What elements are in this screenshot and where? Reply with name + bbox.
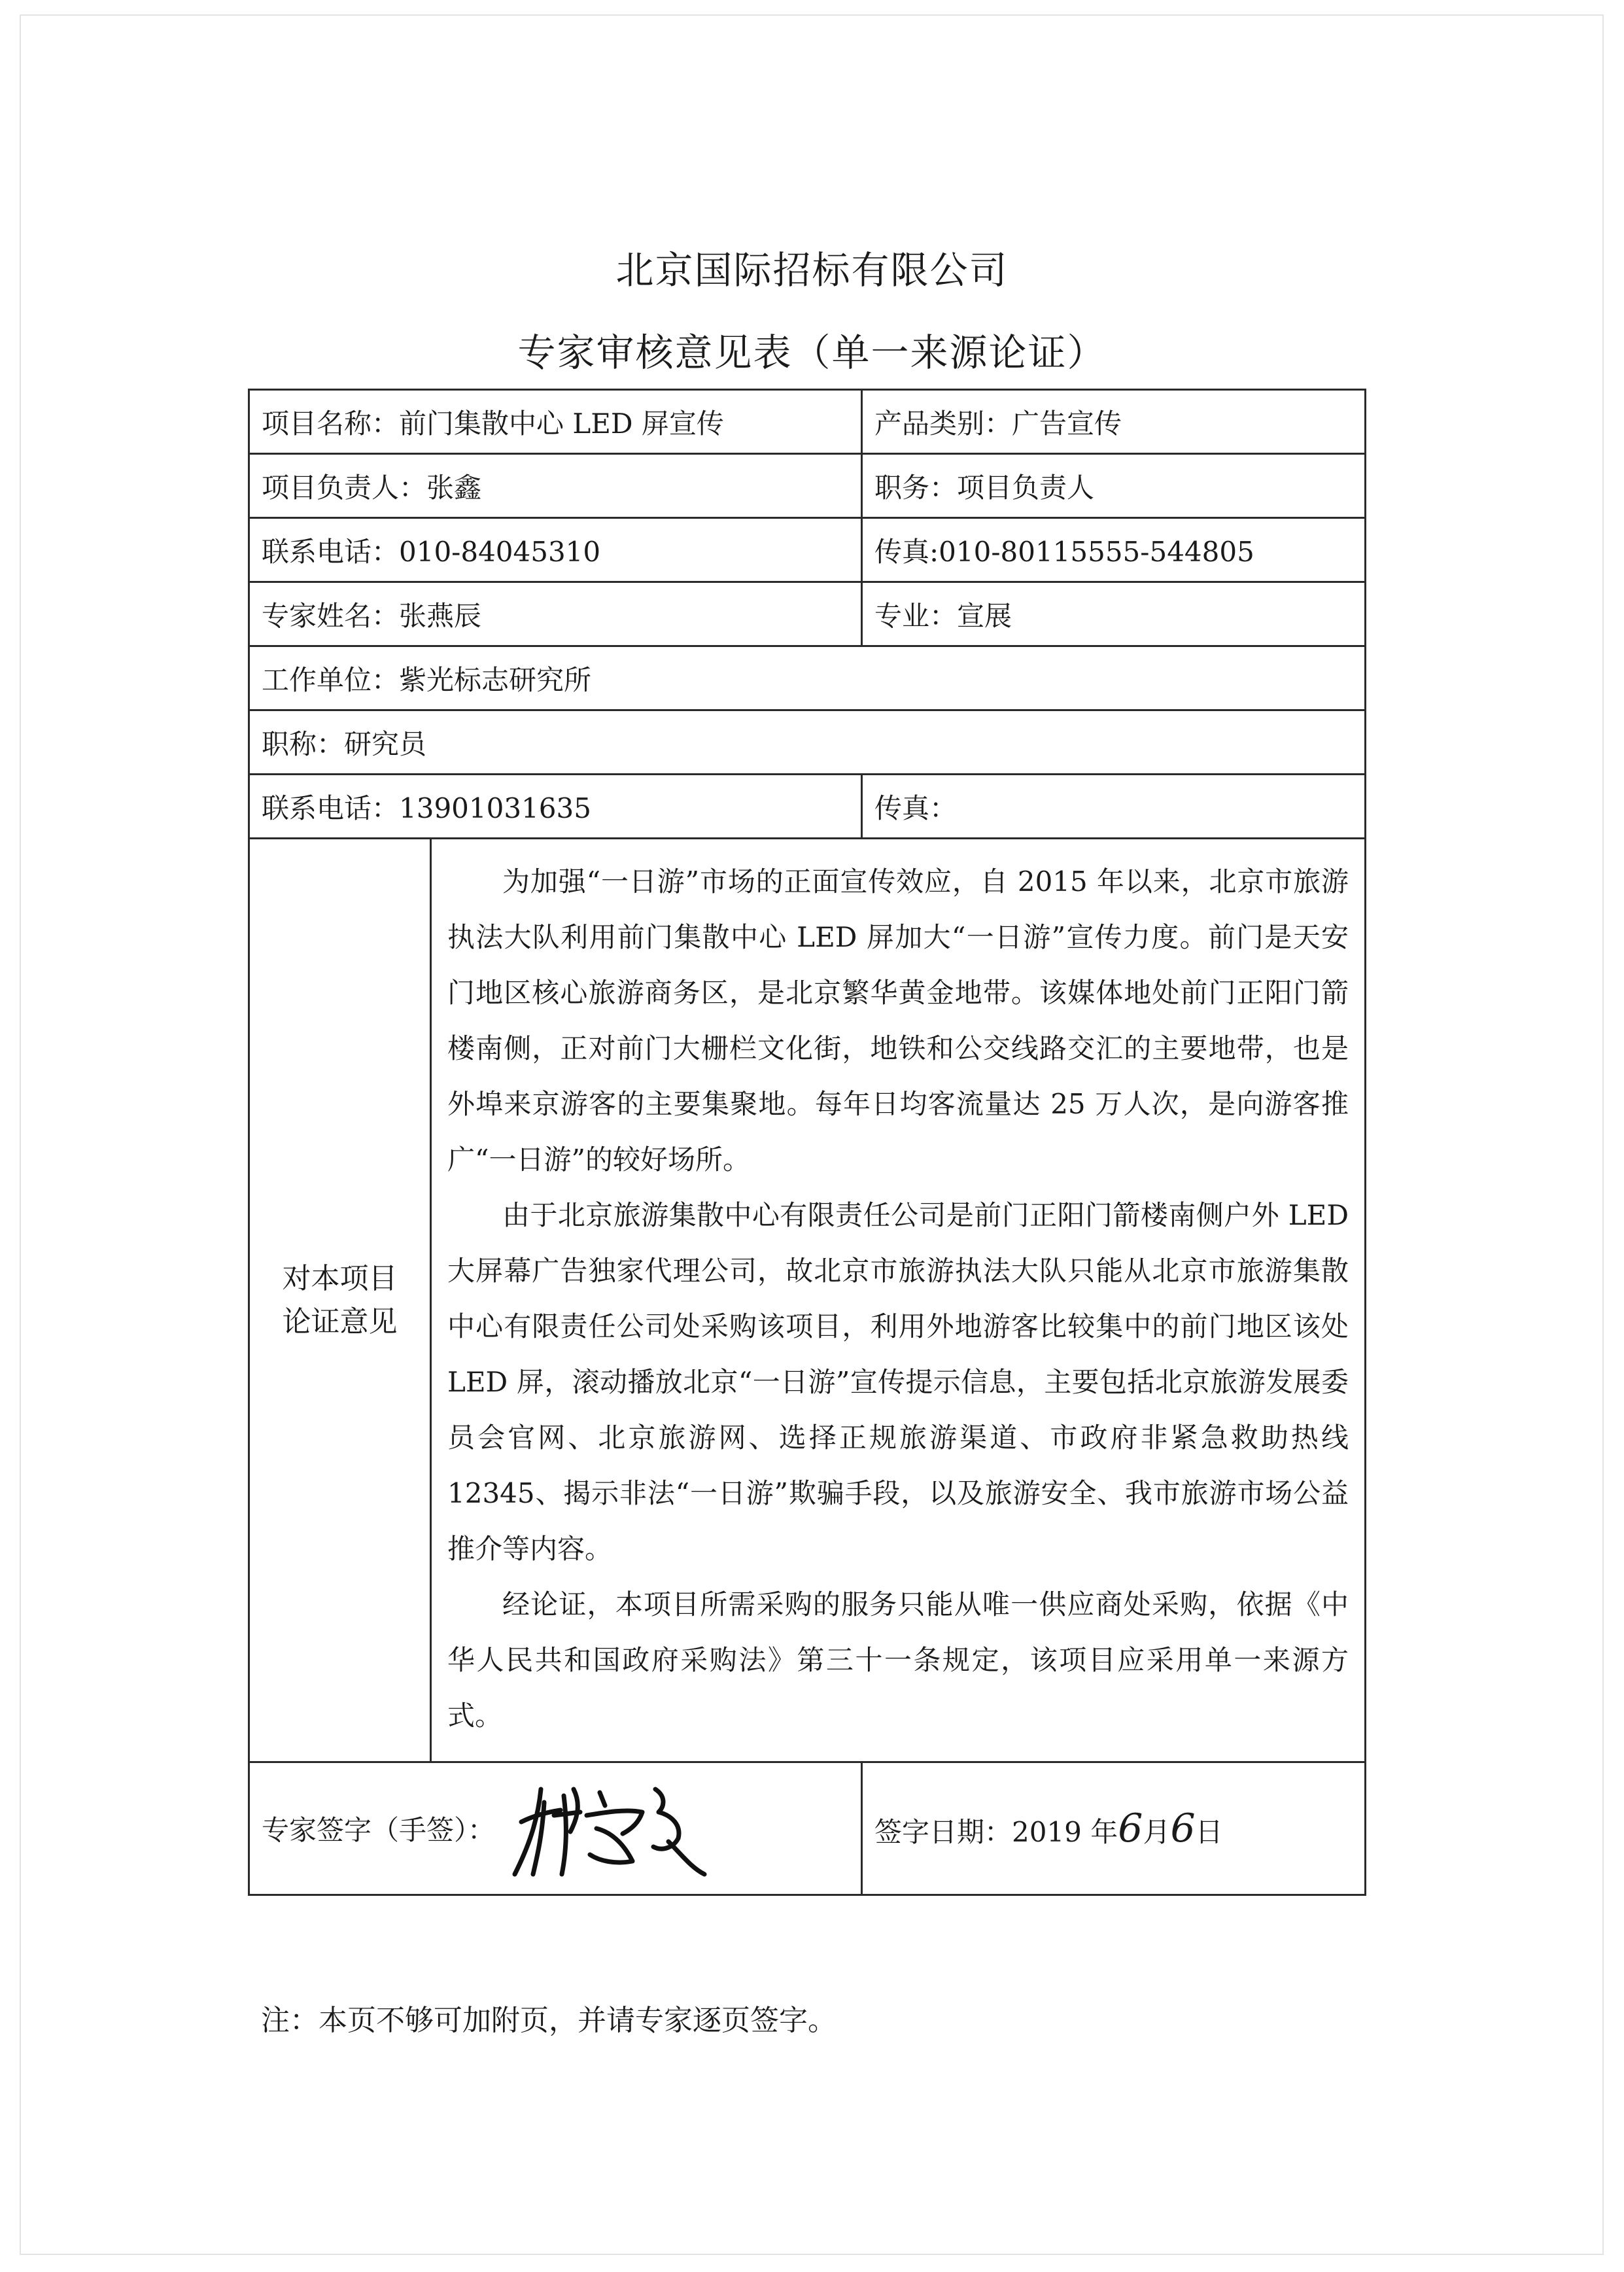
sign-date-day-unit: 日 xyxy=(1195,1816,1223,1848)
phone1-cell: 联系电话：010-84045310 xyxy=(249,518,862,582)
row-leader xyxy=(249,454,1366,518)
project-leader-cell: 项目负责人：张鑫 xyxy=(249,454,862,518)
opinion-paragraph-2: 由于北京旅游集散中心有限责任公司是前门正阳门箭楼南侧户外 LED 大屏幕广告独家代理公司，故北京市旅游执法大队只能从北京市旅游集散中心有限责任公司处采购该项目，利用外地游客比较集中的前门地区该处 LED 屏，滚动播放北京“一日游”宣传提示信息，主要包括北京旅游发展委员会官网、北京旅游网、选择正规旅游渠道、市政府非紧急救助热线 12345、揭示非法“一日游”欺骗手段，以及旅游安全、我市旅游市场公益推介等内容。 xyxy=(447,1199,1349,1565)
opinion-paragraph-1: 为加强“一日游”市场的正面宣传效应，自 2015 年以来，北京市旅游执法大队利用前门集散中心 LED 屏加大“一日游”宣传力度。前门是天安门地区核心旅游商务区，是北京繁华黄金地带。该媒体地处前门正阳门箭楼南侧，正对前门大栅栏文化街，地铁和公交线路交汇的主要地带，也是外埠来京游客的主要集聚地。每年日均客流量达 25 万人次，是向游客推广“一日游”的较好场所。 xyxy=(447,865,1349,1176)
sign-date-cell xyxy=(862,1762,1366,1895)
company-title: 北京国际招标有限公司 xyxy=(615,248,1009,292)
row-expert xyxy=(249,582,1366,646)
phone2-cell: 联系电话：13901031635 xyxy=(249,775,862,839)
signature-cell xyxy=(249,1762,862,1895)
sign-date-month-unit: 月 xyxy=(1143,1816,1171,1848)
fax2-cell: 传真： xyxy=(862,775,1366,839)
project-name-cell: 项目名称：前门集散中心 LED 屏宣传 xyxy=(249,390,862,454)
footer-note: 注：本页不够可加附页，并请专家逐页签字。 xyxy=(261,2004,837,2037)
position-cell: 职务：项目负责人 xyxy=(862,454,1366,518)
row-signature xyxy=(249,1762,1366,1895)
signature-label: 专家签字（手签）： xyxy=(262,1814,496,1846)
opinion-body xyxy=(431,839,1366,1762)
work-unit-cell: 工作单位：紫光标志研究所 xyxy=(249,646,1366,710)
fax1-cell: 传真:010-80115555-544805 xyxy=(862,518,1366,582)
row-title xyxy=(249,710,1366,775)
title-cell: 职称：研究员 xyxy=(249,710,1366,775)
form-title: 专家审核意见表（单一来源论证） xyxy=(517,330,1107,375)
product-category-cell: 产品类别：广告宣传 xyxy=(862,390,1366,454)
row-project xyxy=(249,390,1366,454)
handwritten-signature xyxy=(502,1776,717,1881)
specialty-cell: 专业：宣展 xyxy=(862,582,1366,646)
opinion-paragraph-3: 经论证，本项目所需采购的服务只能从唯一供应商处采购，依据《中华人民共和国政府采购法》第三十一条规定，该项目应采用单一来源方式。 xyxy=(447,1588,1349,1732)
sign-date-month: 6 xyxy=(1118,1806,1143,1851)
expert-name-cell: 专家姓名：张燕辰 xyxy=(249,582,862,646)
review-form-table xyxy=(248,389,1366,1896)
opinion-label-text: 对本项目论证意见 xyxy=(282,1261,398,1338)
row-contact1 xyxy=(249,518,1366,582)
row-opinion xyxy=(249,839,1366,1762)
sign-date-day: 6 xyxy=(1170,1806,1196,1851)
sign-date-prefix: 签字日期：2019 年 xyxy=(874,1816,1118,1848)
opinion-label xyxy=(249,839,431,1762)
row-work-unit xyxy=(249,646,1366,710)
row-contact2 xyxy=(249,775,1366,839)
